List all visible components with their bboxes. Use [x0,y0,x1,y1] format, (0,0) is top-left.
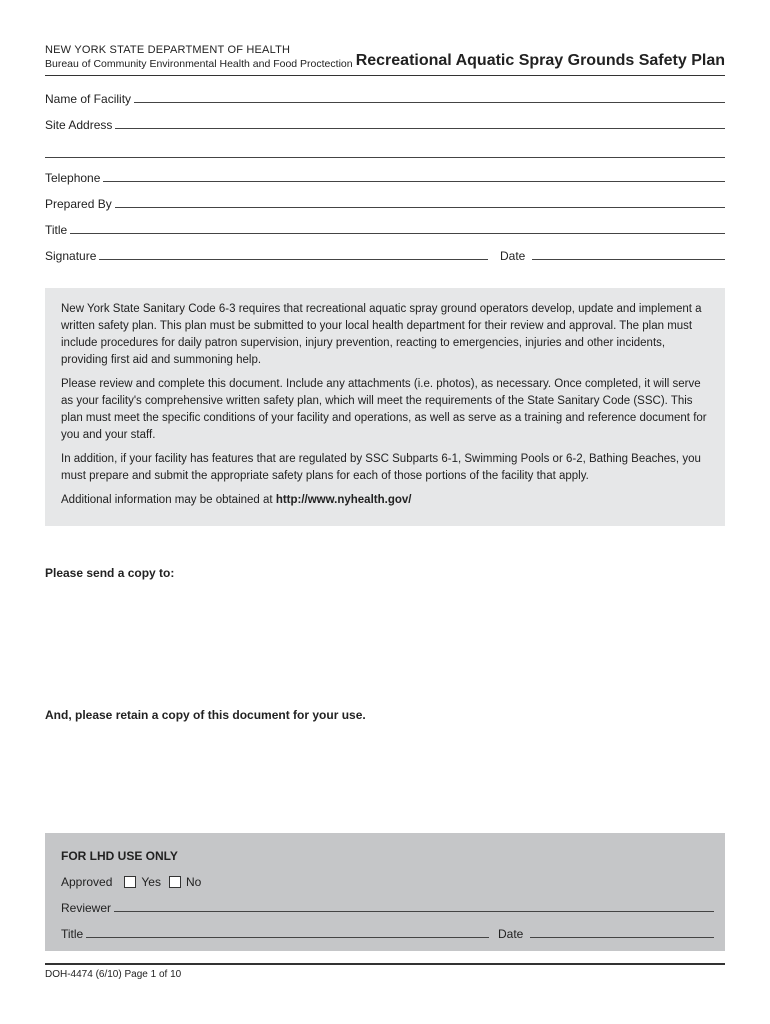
header-divider [45,75,725,76]
prepared-by-line[interactable] [115,206,725,208]
reviewer-field[interactable] [61,899,714,915]
retain-copy-note: And, please retain a copy of this document for your use. [45,708,366,722]
date-line[interactable] [532,258,725,260]
lhd-date-label: Date [498,927,524,941]
lhd-date-field[interactable] [498,925,714,941]
header-agency-block [45,44,353,70]
telephone-field[interactable] [45,169,725,185]
instructions-paragraph-3: In addition, if your facility has features that are regulated by SSC Subparts 6-1, Swimming Pools or 6-2, Bathing Beaches, you must prepare and submit the appropriate safety plans for each of those portions of the facility that apply. [61,453,701,482]
approved-no-label: No [185,875,202,889]
approved-row [61,875,201,889]
site-address-line[interactable] [115,127,725,129]
approved-label: Approved [61,875,113,889]
telephone-label: Telephone [45,171,101,185]
telephone-line[interactable] [103,180,725,182]
signature-line[interactable] [99,258,488,260]
additional-info-text: Additional information may be obtained at [61,494,276,506]
lhd-title-line[interactable] [86,936,489,938]
reviewer-label: Reviewer [61,901,112,915]
lhd-date-line[interactable] [530,936,714,938]
title-field[interactable] [45,221,725,237]
form-number-footer: DOH-4474 (6/10) Page 1 of 10 [45,969,182,980]
instructions-paragraph-4 [61,492,709,509]
signature-field[interactable] [45,247,488,263]
signature-label: Signature [45,249,97,263]
document-title: Recreational Aquatic Spray Grounds Safety Plan [355,52,725,69]
approved-yes-label: Yes [141,875,161,889]
lhd-title-label: Title [61,927,84,941]
bureau-name: Bureau of Community Environmental Health and Food Proctection [45,58,353,70]
lhd-use-box [45,833,725,951]
facility-name-field[interactable] [45,90,725,106]
title-label: Title [45,223,68,237]
facility-name-line[interactable] [134,101,725,103]
send-copy-heading: Please send a copy to: [45,566,175,580]
instructions-paragraph-2: Please review and complete this document. Include any attachments (i.e. photos), as necessary. Once completed, it will serve as your facility's comprehensive written safety plan, which will meet the requirements of the State Sanitary Code (SSC). This plan must meet the specific conditions of your facility and operations, as well as serve as a training and reference document for you and your staff. [61,378,707,441]
title-line[interactable] [70,232,725,234]
site-address-line-2[interactable] [45,157,725,158]
instructions-paragraph-1: New York State Sanitary Code 6-3 requires that recreational aquatic spray ground operators develop, update and implement a written safety plan. This plan must be submitted to your local health department for their review and approval. The plan must include procedures for daily patron supervision, injury prevention, reacting to emergencies, injuries and other incidents, providing first aid and summoning help. [61,303,702,366]
instructions-box [45,288,725,526]
date-label: Date [500,249,526,263]
approved-yes-checkbox[interactable] [124,876,136,888]
footer-divider [45,963,725,965]
prepared-by-label: Prepared By [45,197,112,211]
site-address-label: Site Address [45,118,113,132]
site-address-field[interactable] [45,116,725,132]
facility-name-label: Name of Facility [45,92,132,106]
reviewer-line[interactable] [114,910,714,912]
lhd-heading: FOR LHD USE ONLY [61,849,178,863]
prepared-by-field[interactable] [45,195,725,211]
lhd-title-field[interactable] [61,925,489,941]
date-field[interactable] [500,247,725,263]
agency-name: NEW YORK STATE DEPARTMENT OF HEALTH [45,44,291,56]
nyhealth-link[interactable]: http://www.nyhealth.gov/ [275,494,412,506]
approved-no-checkbox[interactable] [169,876,181,888]
